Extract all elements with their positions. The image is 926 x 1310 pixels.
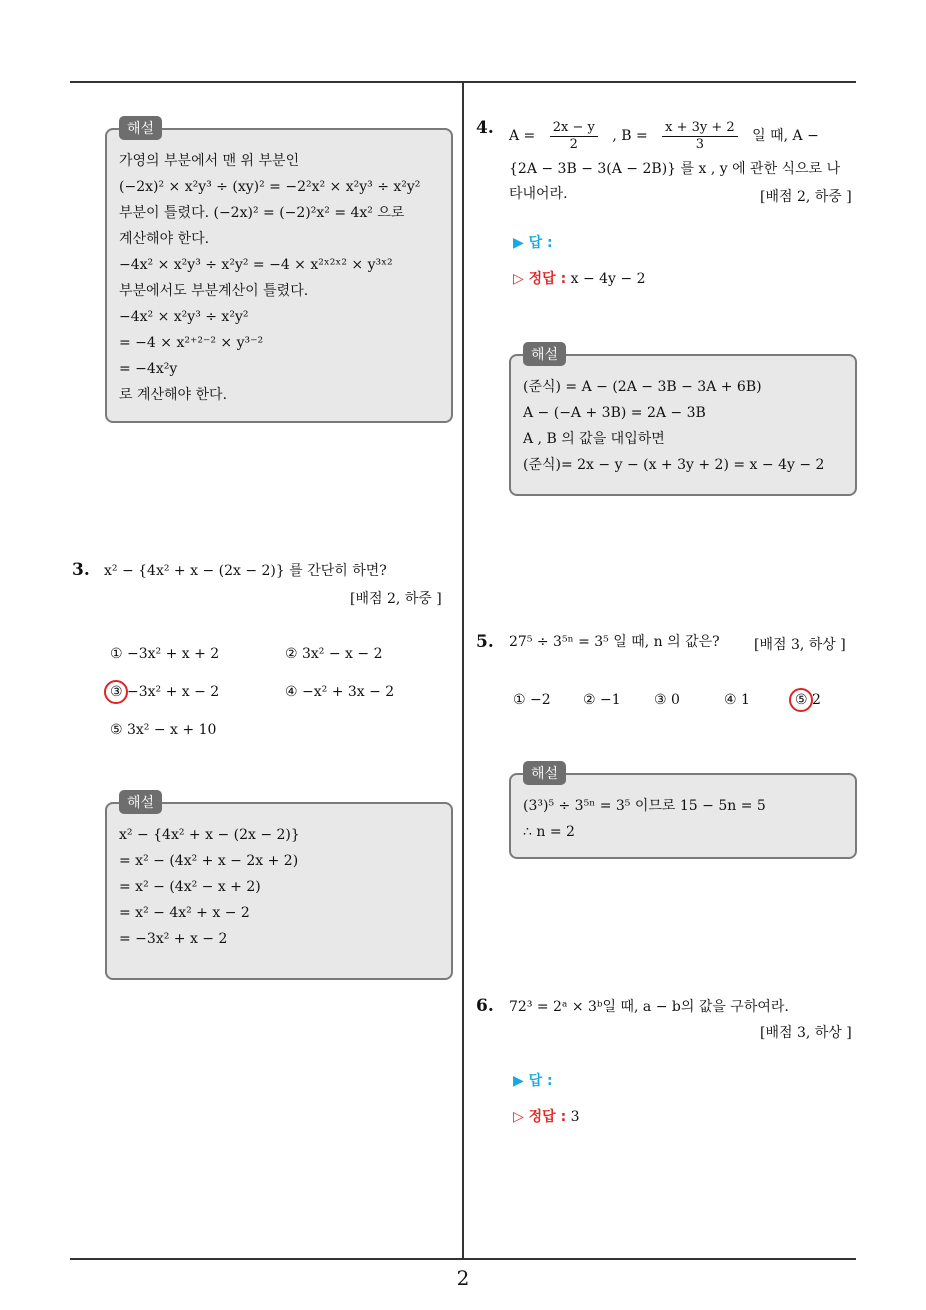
page-number: 2: [456, 1266, 470, 1290]
question-3-text: x² − {4x² + x − (2x − 2)} 를 간단히 하면?: [104, 563, 387, 579]
correct-answer-q4: [513, 268, 646, 288]
explanation-box-q2: [105, 121, 453, 423]
q4-a-label: A =: [509, 128, 536, 144]
question-3-meta: [배점 2, 하중 ]: [350, 591, 442, 607]
explanation-line: −4x² × x²y³ ÷ x²y²: [119, 309, 249, 325]
choice-3-3[interactable]: ③ −3x² + x − 2: [110, 684, 220, 700]
explanation-line: = −4 × x²⁺²⁻² × y³⁻²: [119, 335, 264, 351]
question-number-4: 4.: [476, 118, 494, 138]
question-number-3: 3.: [72, 560, 90, 580]
explanation-line: x² − {4x² + x − (2x − 2)}: [119, 827, 300, 843]
explanation-line: = −3x² + x − 2: [119, 931, 228, 947]
explanation-line: (준식)= 2x − y − (x + 3y + 2) = x − 4y − 2: [523, 457, 825, 473]
q4-b-denominator: 3: [695, 136, 705, 152]
choice-5-1[interactable]: ① −2: [513, 692, 551, 708]
explanation-tag: 해설: [523, 761, 566, 785]
explanation-line: 계산해야 한다.: [119, 231, 210, 247]
choice-5-5[interactable]: ⑤ 2: [795, 692, 821, 708]
q4-b-label: , B =: [612, 128, 648, 144]
q4-a-numerator: 2x − y: [550, 120, 598, 137]
question-6-text: 72³ = 2ᵃ × 3ᵇ일 때, a − b의 값을 구하여라.: [509, 999, 789, 1015]
column-divider: [462, 83, 464, 1258]
question-number-6: 6.: [476, 996, 494, 1016]
question-number-5: 5.: [476, 632, 494, 652]
explanation-line: A − (−A + 3B) = 2A − 3B: [523, 405, 706, 421]
choice-5-3[interactable]: ③ 0: [654, 692, 680, 708]
choice-3-2[interactable]: ② 3x² − x − 2: [285, 646, 383, 662]
explanation-line: = −4x²y: [119, 361, 178, 377]
correct-answer-q6: [513, 1106, 580, 1126]
choice-3-1[interactable]: ① −3x² + x + 2: [110, 646, 220, 662]
explanation-box-q5: [509, 766, 857, 859]
explanation-tag: 해설: [119, 790, 162, 814]
explanation-line: (3³)⁵ ÷ 3⁵ⁿ = 3⁵ 이므로 15 − 5n = 5: [523, 798, 766, 814]
explanation-line: A , B 의 값을 대입하면: [523, 431, 665, 447]
question-4-line-3: 타내어라.: [509, 186, 568, 202]
choice-3-5[interactable]: ⑤ 3x² − x + 10: [110, 722, 217, 738]
correct-value: 3: [570, 1109, 580, 1125]
q4-b-fraction: [662, 120, 738, 153]
explanation-line: ∴ n = 2: [523, 824, 575, 840]
correct-value: x − 4y − 2: [570, 271, 646, 287]
explanation-line: = x² − 4x² + x − 2: [119, 905, 250, 921]
question-4-line-1: [509, 116, 819, 156]
explanation-line: 로 계산해야 한다.: [119, 387, 228, 403]
q4-b-numerator: x + 3y + 2: [662, 120, 738, 137]
explanation-line: −4x² × x²y³ ÷ x²y² = −4 × x²ˣ²ˣ² × y³ˣ²: [119, 257, 393, 273]
choice-5-4[interactable]: ④ 1: [724, 692, 750, 708]
explanation-line: = x² − (4x² + x − 2x + 2): [119, 853, 299, 869]
question-4-meta: [배점 2, 하중 ]: [760, 189, 852, 205]
question-4-line-2: {2A − 3B − 3(A − 2B)} 를 x , y 에 관한 식으로 나: [509, 161, 841, 177]
question-5-meta: [배점 3, 하상 ]: [754, 637, 846, 653]
explanation-tag: 해설: [523, 342, 566, 366]
bottom-rule: [70, 1258, 856, 1260]
explanation-line: 부분이 틀렸다. (−2x)² = (−2)²x² = 4x² 으로: [119, 205, 405, 221]
answer-input-label-q6[interactable]: ▶ 답 :: [513, 1073, 553, 1089]
explanation-line: (−2x)² × x²y³ ÷ (xy)² = −2²x² × x²y³ ÷ x²y²: [119, 179, 421, 195]
correct-label: ▷ 정답 :: [513, 1109, 567, 1125]
question-6-meta: [배점 3, 하상 ]: [760, 1025, 852, 1041]
choice-3-4[interactable]: ④ −x² + 3x − 2: [285, 684, 395, 700]
q4-a-fraction: [550, 120, 598, 153]
question-5-text: 27⁵ ÷ 3⁵ⁿ = 3⁵ 일 때, n 의 값은?: [509, 634, 720, 650]
correct-label: ▷ 정답 :: [513, 271, 567, 287]
explanation-box-q3: [105, 795, 453, 980]
explanation-box-q4: [509, 347, 857, 496]
q4-line1-tail: 일 때, A −: [752, 128, 819, 144]
explanation-line: 부분에서도 부분계산이 틀렸다.: [119, 283, 309, 299]
answer-input-label-q4[interactable]: ▶ 답 :: [513, 235, 553, 251]
choice-5-2[interactable]: ② −1: [583, 692, 621, 708]
explanation-line: = x² − (4x² − x + 2): [119, 879, 261, 895]
explanation-line: 가영의 부분에서 맨 위 부분인: [119, 153, 300, 169]
explanation-line: (준식) = A − (2A − 3B − 3A + 6B): [523, 379, 762, 395]
explanation-tag: 해설: [119, 116, 162, 140]
q4-a-denominator: 2: [569, 136, 578, 152]
